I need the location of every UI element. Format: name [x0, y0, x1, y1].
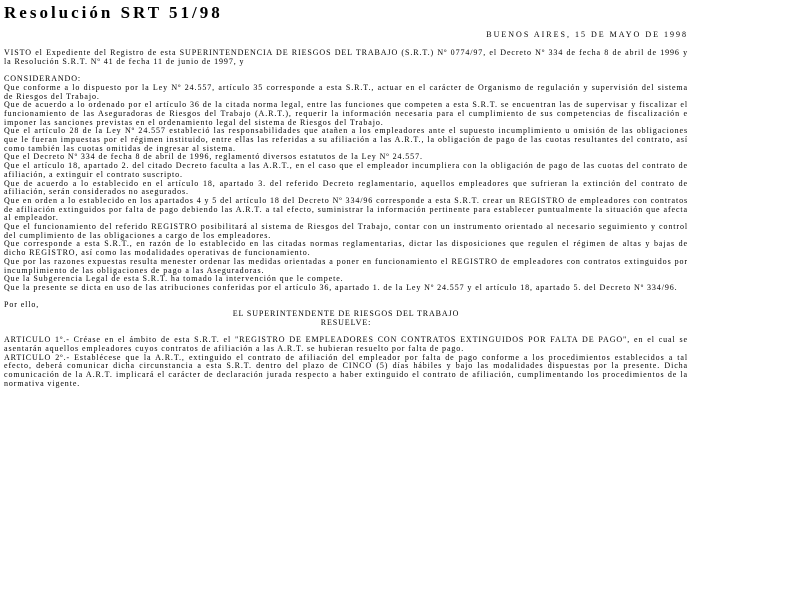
- considerando-paragraph: Que de acuerdo a lo establecido en el artículo 18, apartado 3. del referido Decreto reglamentario, aquellos empleadores que sufrieran la extinción del contrato de afiliación, serán considerados no asegurados.: [4, 178, 688, 197]
- visto-paragraph: VISTO el Expediente del Registro de esta SUPERINTENDENCIA DE RIESGOS DEL TRABAJO (S.R.T.) Nº 0774/97, el Decreto Nº 334 de fecha 8 de abril de 1996 y la Resolución S.R.T. Nº 41 de fecha 11 de junio de 1997, y: [4, 48, 688, 66]
- document-dateline: BUENOS AIRES, 15 DE MAYO DE 1998: [486, 30, 688, 39]
- authority-heading: EL SUPERINTENDENTE DE RIESGOS DEL TRABAJO: [232, 309, 460, 319]
- resuelve-heading: RESUELVE:: [320, 317, 372, 327]
- por-ello-line: Por ello,: [4, 300, 40, 310]
- considerando-paragraph: Que en orden a lo establecido en los apartados 4 y 5 del artículo 18 del Decreto Nº 334/96 corresponde a esta S.R.T. crear un REGISTRO de empleadores con contratos de afiliación extinguidos por falta de pago debiendo las A.R.T. a tal efecto, suministrar la información pertinente para establecer puntualmente la situación que afecta al empleador.: [4, 195, 688, 223]
- considerando-paragraph: Que de acuerdo a lo ordenado por el artículo 36 de la citada norma legal, entre las funciones que competen a esta S.R.T. se encuentran las de supervisar y fiscalizar el funcionamiento de las Aseguradoras de Riesgos del Trabajo (A.R.T.), requerir la información necesaria para el cumplimiento de sus competencias de fiscalización e imponer las sanciones previstas en el ordenamiento legal del sistema de Riesgos del Trabajo.: [4, 100, 688, 127]
- considerando-paragraph: Que el funcionamiento del referido REGISTRO posibilitará al sistema de Riesgos del Trabajo, contar con un instrumento orientado al necesario seguimiento y control del cumplimiento de las obligaciones a cargo de los empleadores.: [4, 222, 688, 240]
- considerando-paragraph: Que por las razones expuestas resulta menester ordenar las medidas orientadas a poner en funcionamiento el REGISTRO de empleadores con contratos extinguidos por incumplimiento de las obligaciones de pago a las Aseguradoras.: [4, 256, 688, 275]
- considerando-paragraph: Que el artículo 28 de la Ley Nº 24.557 estableció las responsabilidades que atañen a los empleadores ante el supuesto incumplimiento u omisión de las obligaciones que le fueran impuestas por el régimen instituido, entre ellas las referidas a su afiliación a las A.R.T., la obligación de pago de las cuotas resultantes del contrato, así como también las cuotas omitidas de ingresar al sistema.: [4, 126, 688, 153]
- considerando-paragraph: Que corresponde a esta S.R.T., en razón de lo establecido en las citadas normas reglamentarias, dictar las disposiciones que regulen el régimen de altas y bajas de dicho REGISTRO, así como las modalidades operativas de funcionamiento.: [4, 239, 688, 258]
- considerando-paragraph: Que la presente se dicta en uso de las atribuciones conferidas por el artículo 36, apartado 1. de la Ley Nº 24.557 y el artículo 18, apartado 5. del Decreto Nº 334/96.: [4, 282, 678, 292]
- articulo-paragraph: ARTICULO 1º.- Créase en el ámbito de esta S.R.T. el "REGISTRO DE EMPLEADORES CON CONTRATOS EXTINGUIDOS POR FALTA DE PAGO", en el cual se asentarán aquellos empleadores cuyos contratos de afiliación a las A.R.T. se hubieran resuelto por falta de pago.: [4, 335, 688, 353]
- document-title: Resolución SRT 51/98: [4, 3, 223, 22]
- considerando-paragraph: Que el Decreto Nº 334 de fecha 8 de abril de 1996, reglamentó diversos estatutos de la Ley Nº 24.557.: [4, 152, 423, 162]
- articulo-paragraph: ARTICULO 2º.- Establécese que la A.R.T., extinguido el contrato de afiliación del empleador por falta de pago conforme a los procedimientos establecidos a tal efecto, deberá comunicar dicha circunstancia a esta S.R.T. dentro del plazo de CINCO (5) días hábiles y bajo las modalidades dispuestas por la presente. Dicha comunicación de la A.R.T. implicará el carácter de declaración jurada respecto a haber extinguido el contrato de afiliación, cumplimentando los procedimientos de la normativa vigente.: [4, 352, 688, 388]
- considerando-paragraph: Que conforme a lo dispuesto por la Ley Nº 24.557, artículo 35 corresponde a esta S.R.T., actuar en el carácter de Organismo de regulación y supervisión del sistema de Riesgos del Trabajo.: [4, 82, 688, 101]
- considerando-heading: CONSIDERANDO:: [4, 74, 82, 84]
- document-body: [4, 49, 688, 388]
- considerando-paragraph: Que el artículo 18, apartado 2. del citado Decreto faculta a las A.R.T., en el caso que el empleador incumpliera con la obligación de pago de las cuotas del contrato de afiliación, a extinguir el contrato suscripto.: [4, 161, 688, 179]
- considerando-paragraph: Que la Subgerencia Legal de esta S.R.T. ha tomado la intervención que le compete.: [4, 274, 344, 284]
- document-page: [4, 0, 688, 388]
